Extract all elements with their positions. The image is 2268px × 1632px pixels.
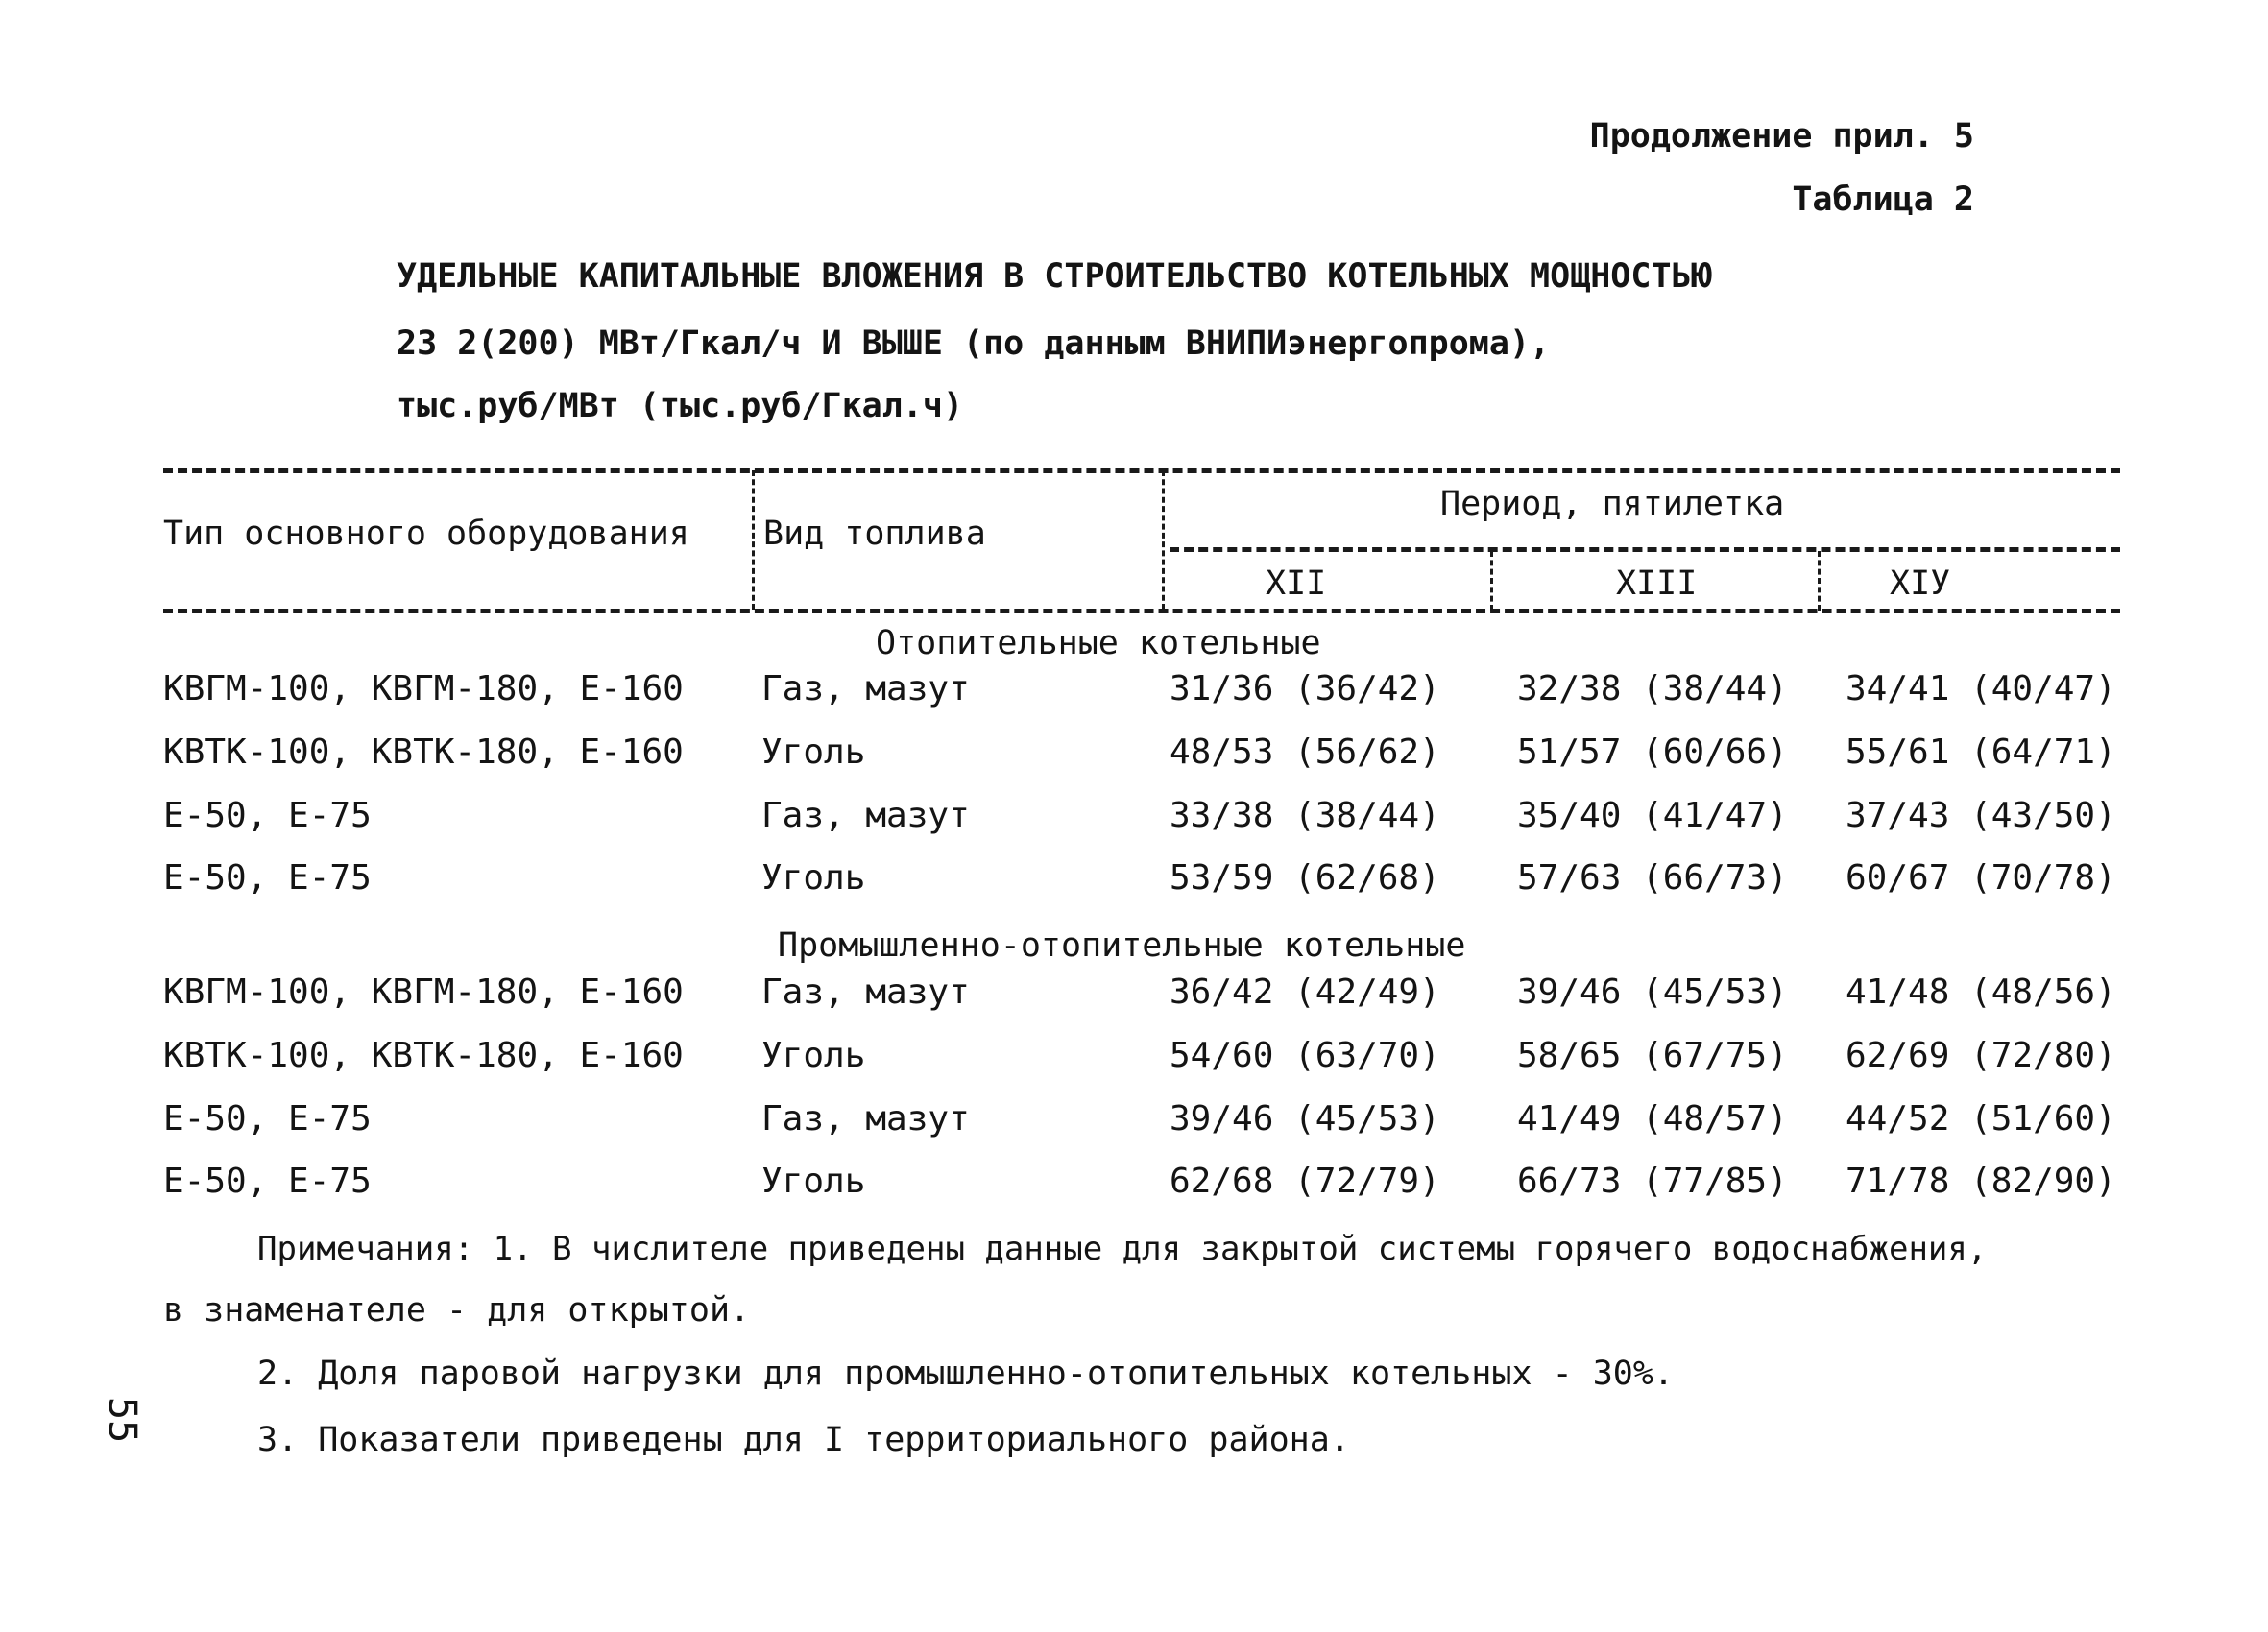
cell-equipment: КВТК-100, КВТК-180, Е-160 (163, 732, 684, 772)
cell-equipment: КВГМ-100, КВГМ-180, Е-160 (163, 669, 684, 708)
table-top-rule (163, 468, 2120, 473)
cell-fuel: Газ, мазут (761, 972, 970, 1012)
continuation-label: Продолжение прил. 5 (1589, 117, 1974, 156)
page-number: 55 (100, 1397, 144, 1444)
cell-period-xii: 54/60 (63/70) (1170, 1036, 1440, 1075)
header-fuel: Вид топлива (763, 515, 986, 553)
cell-period-xiii: 66/73 (77/85) (1517, 1162, 1788, 1201)
cell-period-xiv: 55/61 (64/71) (1846, 732, 2116, 772)
cell-period-xiii: 58/65 (67/75) (1517, 1036, 1788, 1075)
cell-fuel: Газ, мазут (761, 796, 970, 835)
cell-equipment: Е-50, Е-75 (163, 796, 372, 835)
cell-period-xii: 62/68 (72/79) (1170, 1162, 1440, 1201)
column-divider-4 (1818, 551, 1821, 611)
header-period-xii: XII (1266, 564, 1327, 603)
period-subheader-rule (1170, 547, 2120, 552)
section-title-industrial: Промышленно-отопительные котельные (778, 926, 1466, 965)
cell-equipment: КВГМ-100, КВГМ-180, Е-160 (163, 972, 684, 1012)
cell-period-xii: 53/59 (62/68) (1170, 858, 1440, 898)
cell-period-xiii: 51/57 (60/66) (1517, 732, 1788, 772)
cell-period-xiv: 60/67 (70/78) (1846, 858, 2116, 898)
cell-period-xiii: 35/40 (41/47) (1517, 796, 1788, 835)
header-period-xiii: XIII (1616, 564, 1698, 603)
cell-period-xiv: 41/48 (48/56) (1846, 972, 2116, 1012)
cell-period-xii: 48/53 (56/62) (1170, 732, 1440, 772)
cell-equipment: КВТК-100, КВТК-180, Е-160 (163, 1036, 684, 1075)
cell-equipment: Е-50, Е-75 (163, 1162, 372, 1201)
note-2: 2. Доля паровой нагрузки для промышленно-отопительных котельных - 30%. (257, 1355, 1675, 1393)
cell-period-xiv: 71/78 (82/90) (1846, 1162, 2116, 1201)
cell-period-xiii: 41/49 (48/57) (1517, 1099, 1788, 1139)
cell-fuel: Уголь (761, 1036, 866, 1075)
cell-period-xiii: 57/63 (66/73) (1517, 858, 1788, 898)
cell-fuel: Уголь (761, 1162, 866, 1201)
table-title-line-2: 23 2(200) МВт/Гкал/ч И ВЫШЕ (по данным ВНИПИэнергопрома), (397, 324, 1551, 363)
column-divider-2 (1162, 470, 1165, 610)
cell-period-xiv: 44/52 (51/60) (1846, 1099, 2116, 1139)
header-equipment: Тип основного оборудования (163, 515, 689, 553)
header-period-xiv: XIУ (1890, 564, 1951, 603)
cell-fuel: Уголь (761, 732, 866, 772)
cell-equipment: Е-50, Е-75 (163, 1099, 372, 1139)
column-divider-1 (752, 470, 755, 610)
cell-period-xiii: 39/46 (45/53) (1517, 972, 1788, 1012)
cell-period-xii: 36/42 (42/49) (1170, 972, 1440, 1012)
cell-fuel: Газ, мазут (761, 1099, 970, 1139)
table-number-label: Таблица 2 (1792, 180, 1974, 219)
note-1-line-1: Примечания: 1. В числителе приведены данные для закрытой системы горячего водоснабжения, (257, 1230, 1988, 1268)
cell-period-xii: 33/38 (38/44) (1170, 796, 1440, 835)
cell-period-xii: 31/36 (36/42) (1170, 669, 1440, 708)
cell-equipment: Е-50, Е-75 (163, 858, 372, 898)
section-title-heating: Отопительные котельные (876, 624, 1321, 662)
cell-period-xiv: 37/43 (43/50) (1846, 796, 2116, 835)
table-title-line-1: УДЕЛЬНЫЕ КАПИТАЛЬНЫЕ ВЛОЖЕНИЯ В СТРОИТЕЛЬСТВО КОТЕЛЬНЫХ МОЩНОСТЬЮ (397, 257, 1712, 296)
column-divider-3 (1490, 551, 1493, 611)
header-period: Период, пятилетка (1440, 485, 1785, 523)
note-3: 3. Показатели приведены для I территориального района. (257, 1421, 1350, 1459)
table-title-line-3: тыс.руб/МВт (тыс.руб/Гкал.ч) (397, 387, 964, 425)
header-bottom-rule (163, 609, 2120, 613)
cell-fuel: Газ, мазут (761, 669, 970, 708)
cell-period-xiii: 32/38 (38/44) (1517, 669, 1788, 708)
cell-period-xii: 39/46 (45/53) (1170, 1099, 1440, 1139)
cell-period-xiv: 62/69 (72/80) (1846, 1036, 2116, 1075)
note-1-line-2: в знаменателе - для открытой. (163, 1291, 751, 1330)
cell-period-xiv: 34/41 (40/47) (1846, 669, 2116, 708)
cell-fuel: Уголь (761, 858, 866, 898)
